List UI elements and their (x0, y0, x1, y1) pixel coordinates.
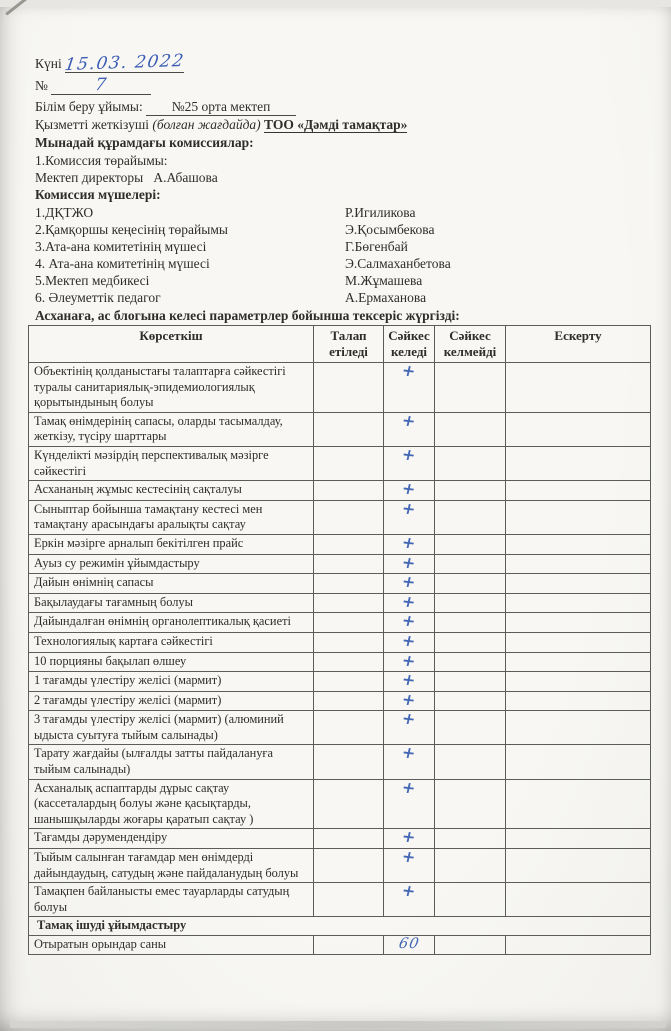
not-complies-cell (435, 500, 506, 534)
not-complies-cell (435, 691, 506, 711)
member-name: Э.Салмаханбетова (345, 256, 451, 271)
organization-label: Білім беру ұйымы: (35, 99, 143, 114)
section-row (29, 917, 651, 936)
indicator-cell: Күнделікті мәзірдің перспективалық мәзірге сәйкестігі (29, 446, 314, 480)
handwritten-check-mark: + (400, 410, 418, 431)
not-complies-cell (435, 446, 506, 480)
indicator-cell: Асханалық аспаптарды дұрыс сақтау (кассеталардың болуы және қасықтарды, шанышқыларды жоғары қаратып сақтау ) (29, 779, 314, 829)
checklist-row (29, 829, 651, 849)
handwritten-check-mark: + (400, 591, 418, 612)
commission-member-row (35, 272, 651, 289)
required-cell (314, 446, 384, 480)
checklist-row (29, 711, 651, 745)
indicator-cell: Дайын өнімнің сапасы (29, 574, 314, 594)
indicator-cell: Тыйым салынған тағамдар мен өнімдерді дайындаудың, сатудың және пайдаланудың болуы (29, 849, 314, 883)
complies-cell (384, 412, 435, 446)
table-header-row (29, 326, 651, 363)
indicator-cell: Отыратын орындар саны (29, 936, 314, 955)
column-header: Талап етіледі (314, 326, 384, 363)
checklist-row (29, 652, 651, 672)
indicator-cell: Тамақ өнімдерінің сапасы, оларды тасымалдау, жеткізу, түсіру шарттары (29, 412, 314, 446)
handwritten-check-mark: + (400, 826, 418, 848)
not-complies-cell (435, 745, 506, 779)
note-cell (506, 412, 651, 446)
indicator-cell: Бақылаудағы тағамның болуы (29, 593, 314, 613)
not-complies-cell (435, 829, 506, 849)
complies-cell (384, 708, 435, 745)
complies-cell (384, 649, 435, 672)
checklist-row (29, 446, 651, 480)
chair-role: Мектеп директоры (35, 170, 144, 185)
required-cell (314, 481, 384, 501)
handwritten-check-mark: + (400, 610, 418, 631)
checklist-row (29, 574, 651, 594)
indicator-cell: Асхананың жұмыс кестесінің сақталуы (29, 481, 314, 501)
indicator-cell: 3 тағамды үлестіру желісі (мармит) (алюминий ыдыста суытуға тыйым салынады) (29, 711, 314, 745)
required-cell (314, 691, 384, 711)
not-complies-cell (435, 574, 506, 594)
date-handwritten-value: 15.03. 2022 (63, 50, 187, 76)
checklist-row (29, 849, 651, 883)
note-cell (506, 652, 651, 672)
required-cell (314, 574, 384, 594)
chair-line (35, 169, 651, 186)
complies-cell (384, 478, 435, 501)
document-body (34, 50, 651, 955)
note-cell (506, 691, 651, 711)
indicator-cell: Тамақпен байланысты емес тауарларды сатудың болуы (29, 883, 314, 917)
provider-note: (болған жағдайда) (152, 117, 261, 132)
handwritten-check-mark: + (400, 880, 418, 901)
required-cell (314, 849, 384, 883)
complies-cell (384, 446, 435, 480)
member-name: Р.Игиликова (345, 205, 416, 220)
required-cell (314, 745, 384, 779)
handwritten-check-mark: + (400, 689, 418, 710)
checklist-row (29, 481, 651, 501)
commission-members-list (35, 204, 651, 306)
note-cell (506, 883, 651, 917)
required-cell (314, 593, 384, 613)
checklist-row (29, 500, 651, 534)
commission-member-row (35, 238, 651, 255)
required-cell (314, 534, 384, 554)
checklist-row (29, 412, 651, 446)
checklist-row (29, 936, 651, 955)
not-complies-cell (435, 779, 506, 829)
date-label: Күні (35, 56, 62, 71)
handwritten-check-mark: + (400, 742, 418, 764)
provider-label: Қызметті жеткізуші (35, 117, 149, 132)
not-complies-cell (435, 936, 506, 955)
handwritten-check-mark: + (400, 846, 418, 867)
number-field (35, 74, 651, 98)
complies-cell (384, 632, 435, 652)
complies-cell (384, 742, 435, 779)
section-title: Тамақ ішуді ұйымдастыру (29, 917, 651, 936)
required-cell (314, 936, 384, 955)
required-cell (314, 652, 384, 672)
member-role: 5.Мектеп медбикесі (35, 273, 150, 288)
note-cell (506, 672, 651, 692)
complies-cell (384, 846, 435, 883)
complies-cell (384, 669, 435, 692)
handwritten-check-mark: 60 (397, 936, 421, 952)
required-cell (314, 711, 384, 745)
required-cell (314, 363, 384, 413)
checklist-row (29, 779, 651, 829)
checklist-row (29, 534, 651, 554)
note-cell (506, 745, 651, 779)
commission-member-row (35, 255, 651, 272)
number-blank (51, 74, 151, 96)
commission-member-row (35, 204, 651, 221)
members-heading: Комиссия мүшелері: (35, 187, 161, 202)
complies-cell (384, 551, 435, 574)
not-complies-cell (435, 412, 506, 446)
not-complies-cell (435, 849, 506, 883)
indicator-cell: 1 тағамды үлестіру желісі (мармит) (29, 672, 314, 692)
commission-member-row (35, 221, 651, 238)
organization-value: №25 орта мектеп (146, 98, 296, 116)
complies-cell (384, 571, 435, 594)
indicator-cell: Объектінің қолданыстағы талаптарға сәйкестігі туралы санитариялық-эпидемиологиялық қорытындының болуы (29, 363, 314, 413)
member-role: 6. Әлеуметтік педагог (35, 290, 161, 305)
scanned-document-page (0, 7, 671, 1031)
scan-edge-shadow (10, 1021, 666, 1028)
commission-member-row (35, 289, 651, 306)
date-blank (63, 50, 187, 76)
member-name: М.Жұмашева (345, 273, 423, 288)
checklist-row (29, 363, 651, 413)
date-field (35, 50, 651, 77)
handwritten-check-mark: + (400, 669, 418, 690)
complies-cell (384, 779, 435, 829)
required-cell (314, 412, 384, 446)
handwritten-check-mark: + (400, 777, 418, 798)
handwritten-check-mark: + (400, 630, 418, 651)
column-header: Ескерту (506, 326, 651, 363)
checklist-row (29, 672, 651, 692)
chair-heading: 1.Комиссия төрайымы: (35, 153, 168, 168)
member-name: Г.Бөгенбай (345, 239, 408, 254)
indicator-cell: Сыныптар бойынша тамақтану кестесі мен тамақтану арасындағы аралықты сақтау (29, 500, 314, 534)
complies-cell (384, 360, 435, 413)
checklist-row (29, 883, 651, 917)
complies-cell (384, 610, 435, 633)
checklist-row (29, 632, 651, 652)
chair-name: А.Абашова (153, 170, 218, 185)
not-complies-cell (435, 363, 506, 413)
not-complies-cell (435, 534, 506, 554)
note-cell (506, 500, 651, 534)
handwritten-check-mark: + (400, 551, 418, 573)
indicator-cell: 2 тағамды үлестіру желісі (мармит) (29, 691, 314, 711)
complies-cell (384, 534, 435, 554)
required-cell (314, 779, 384, 829)
number-handwritten-value: 7 (93, 74, 109, 96)
handwritten-check-mark: + (400, 360, 418, 381)
not-complies-cell (435, 613, 506, 633)
member-role: 3.Ата-ана комитетінің мүшесі (35, 239, 207, 254)
checklist-row (29, 745, 651, 779)
not-complies-cell (435, 593, 506, 613)
note-cell (506, 632, 651, 652)
column-header: Сәйкес келеді (384, 326, 435, 363)
member-name: А.Ермаханова (345, 290, 427, 305)
organization-field (35, 98, 651, 116)
note-cell (506, 711, 651, 745)
checklist-row (29, 554, 651, 574)
required-cell (314, 613, 384, 633)
handwritten-check-mark: + (400, 478, 418, 499)
number-label: № (35, 78, 48, 93)
note-cell (506, 593, 651, 613)
note-cell (506, 363, 651, 413)
not-complies-cell (435, 554, 506, 574)
provider-value: ТОО «Дәмді тамақтар» (264, 117, 408, 132)
indicator-cell: Тарату жағдайы (ылғалды затты пайдалануға тыйым салынады) (29, 745, 314, 779)
handwritten-check-mark: + (400, 532, 418, 553)
indicator-cell: Еркін мәзірге арналып бекітілген прайс (29, 534, 314, 554)
note-cell (506, 829, 651, 849)
provider-field (35, 116, 651, 134)
required-cell (314, 554, 384, 574)
commission-intro: Мынадай құрамдағы комиссиялар: (35, 135, 254, 150)
complies-cell (384, 826, 435, 849)
note-cell (506, 613, 651, 633)
indicator-cell: Тағамды дәрумендендіру (29, 829, 314, 849)
note-cell (506, 574, 651, 594)
note-cell (506, 534, 651, 554)
member-role: 2.Қамқоршы кеңесінің төрайымы (35, 222, 228, 237)
required-cell (314, 632, 384, 652)
not-complies-cell (435, 672, 506, 692)
complies-cell (384, 500, 435, 534)
checklist-row (29, 593, 651, 613)
member-name: Э.Қосымбекова (345, 222, 435, 237)
handwritten-check-mark: + (400, 571, 418, 592)
complies-cell (384, 936, 435, 955)
required-cell (314, 883, 384, 917)
column-header: Көрсеткіш (29, 326, 314, 363)
handwritten-check-mark: + (400, 649, 418, 671)
indicator-cell: Дайындалған өнімнің органолептикалық қасиеті (29, 613, 314, 633)
note-cell (506, 779, 651, 829)
handwritten-check-mark: + (400, 498, 418, 519)
indicator-cell: 10 порцияны бақылап өлшеу (29, 652, 314, 672)
note-cell (506, 936, 651, 955)
not-complies-cell (435, 711, 506, 745)
table-caption: Асханаға, ас блогына келесі параметрлер бойынша тексеріс жүргізді: (35, 308, 460, 323)
not-complies-cell (435, 652, 506, 672)
note-cell (506, 554, 651, 574)
checklist-row (29, 613, 651, 633)
required-cell (314, 500, 384, 534)
not-complies-cell (435, 632, 506, 652)
member-role: 1.ДҚТЖО (35, 205, 94, 220)
checklist-row (29, 691, 651, 711)
note-cell (506, 849, 651, 883)
note-cell (506, 446, 651, 480)
inspection-table (28, 325, 651, 955)
column-header: Сәйкес келмейді (435, 326, 506, 363)
indicator-cell: Технологиялық картаға сәйкестігі (29, 632, 314, 652)
required-cell (314, 829, 384, 849)
not-complies-cell (435, 883, 506, 917)
complies-cell (384, 691, 435, 711)
handwritten-check-mark: + (400, 708, 418, 729)
member-role: 4. Ата-ана комитетінің мүшесі (35, 256, 210, 271)
note-cell (506, 481, 651, 501)
complies-cell (384, 593, 435, 613)
not-complies-cell (435, 481, 506, 501)
complies-cell (384, 880, 435, 917)
indicator-cell: Ауыз су режимін ұйымдастыру (29, 554, 314, 574)
handwritten-check-mark: + (400, 444, 418, 465)
required-cell (314, 672, 384, 692)
